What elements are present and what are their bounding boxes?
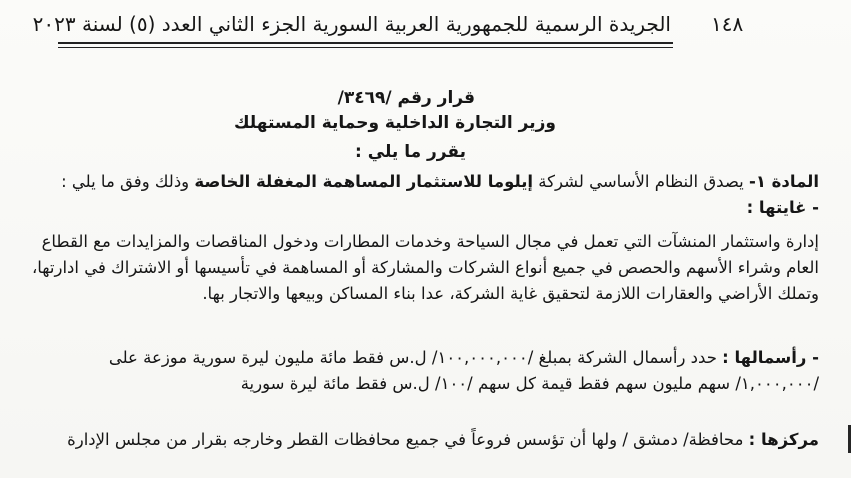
minister-title: وزير التجارة الداخلية وحماية المستهلك bbox=[233, 113, 556, 133]
purpose-label: - غايتها : bbox=[746, 198, 819, 217]
capital-paragraph bbox=[34, 346, 819, 370]
capital-line-2: /١,٠٠٠,٠٠٠/ سهم مليون سهم فقط قيمة كل سهم /١٠٠/ ل.س فقط مائة ليرة سورية bbox=[240, 374, 819, 393]
article-1-label: المادة ١- bbox=[749, 172, 819, 191]
headquarters-label: مركزها : bbox=[748, 430, 819, 449]
page-number: ١٤٨ bbox=[711, 12, 744, 36]
capital-label: - رأسمالها : bbox=[722, 348, 819, 367]
company-name: إيلوما للاستثمار المساهمة المغفلة الخاصة bbox=[194, 172, 534, 191]
header-divider-secondary bbox=[58, 47, 673, 48]
headquarters-text: محافظة/ دمشق / ولها أن تؤسس فروعاً في جميع محافظات القطر وخارجه بقرار من مجلس الإدارة bbox=[67, 430, 749, 449]
purpose-line-3: وتملك الأراضي والعقارات اللازمة لتحقيق غاية الشركة، عدا بناء المساكن وبيعها والاتجار بها. bbox=[202, 284, 819, 303]
gazette-header-title: الجريدة الرسمية للجمهورية العربية السورية الجزء الثاني العدد (٥) لسنة ٢٠٢٣ bbox=[32, 12, 671, 36]
decision-number: قرار رقم /٣٤٦٩/ bbox=[337, 88, 475, 108]
header-divider bbox=[58, 42, 673, 44]
article-1-text-after: وذلك وفق ما يلي : bbox=[61, 172, 195, 191]
purpose-line-2: العام وشراء الأسهم والحصص في جميع أنواع الشركات والمشاركة أو المساهمة في تأسيسها أو الاشتراك في ادارتها، bbox=[31, 258, 819, 277]
capital-line-1: حدد رأسمال الشركة بمبلغ /١٠٠,٠٠٠,٠٠٠/ ل.س فقط مائة مليون ليرة سورية موزعة على bbox=[108, 348, 723, 367]
article-1-text-before: يصدق النظام الأساسي لشركة bbox=[538, 172, 749, 191]
decides-heading: يقرر ما يلي : bbox=[355, 142, 466, 162]
headquarters-paragraph bbox=[34, 428, 819, 452]
purpose-line-1: إدارة واستثمار المنشآت التي تعمل في مجال السياحة وخدمات المطارات ودخول المناقصات والمزايدات مع القطاع bbox=[41, 232, 819, 251]
article-1-paragraph bbox=[34, 170, 819, 194]
